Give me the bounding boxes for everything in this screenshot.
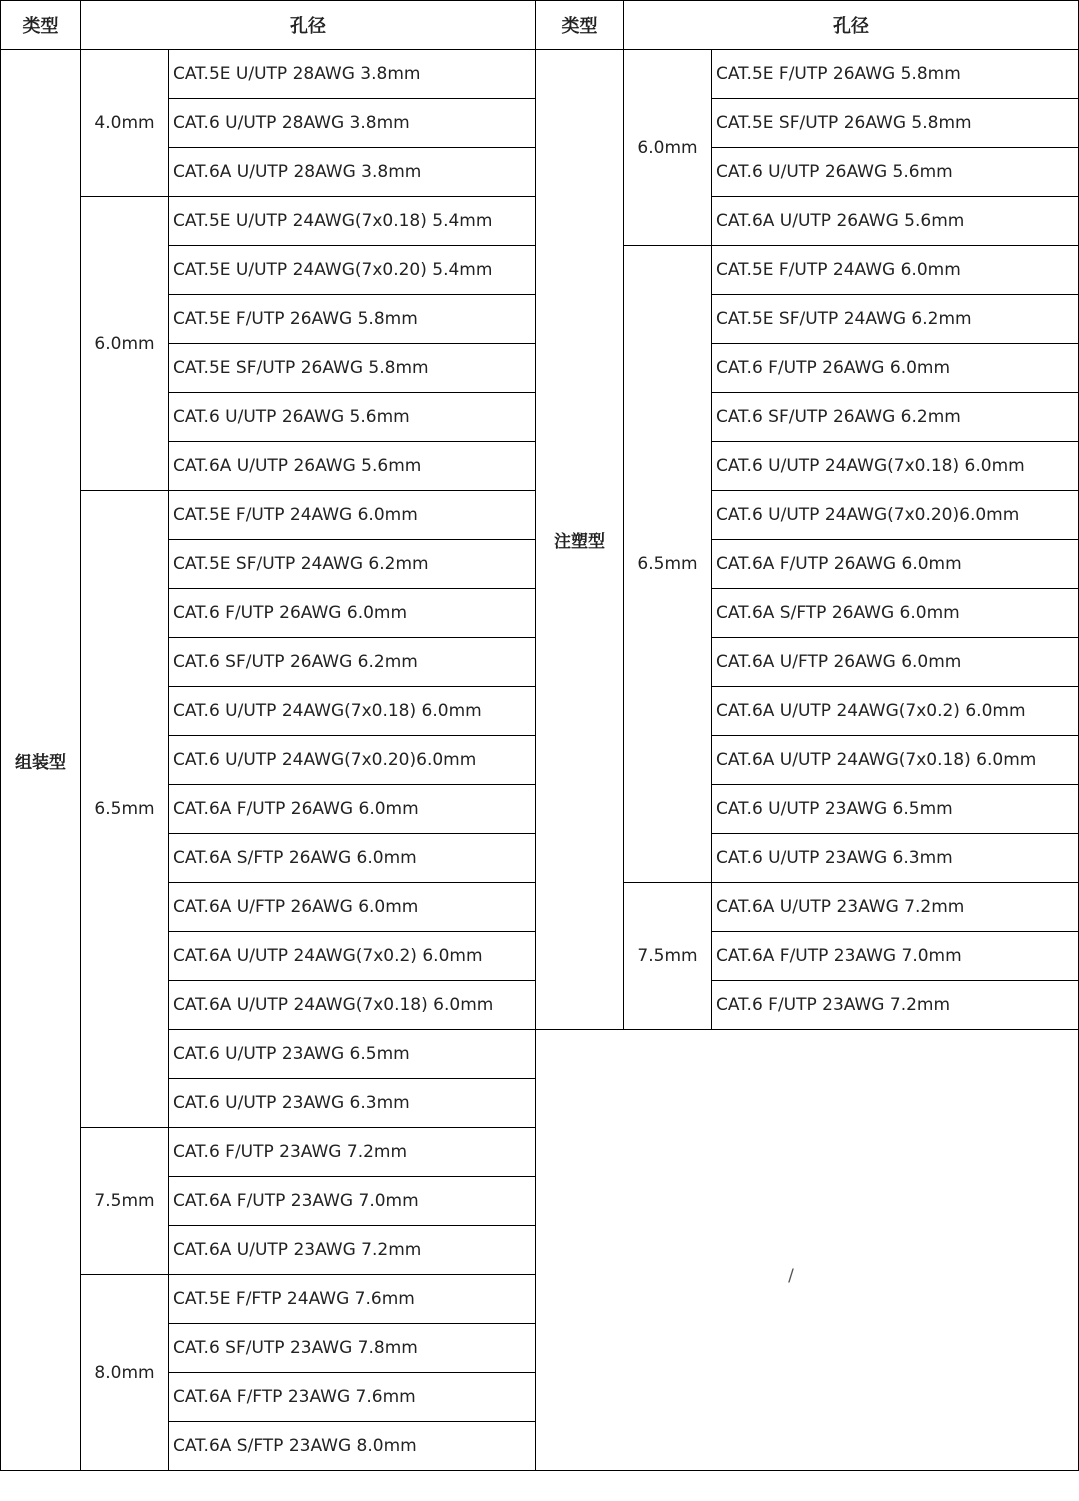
cable-spec: CAT.6 U/UTP 23AWG 6.5mm: [169, 1030, 536, 1079]
hole-cell: 7.5mm: [624, 883, 712, 1030]
header-row: [1, 1, 1079, 50]
cable-spec: CAT.5E U/UTP 24AWG(7x0.18) 5.4mm: [169, 197, 536, 246]
cable-spec: CAT.6 F/UTP 23AWG 7.2mm: [169, 1128, 536, 1177]
cable-spec: CAT.5E SF/UTP 26AWG 5.8mm: [169, 344, 536, 393]
type-cell-left: 组装型: [1, 50, 81, 1471]
cable-spec: CAT.6A S/FTP 26AWG 6.0mm: [169, 834, 536, 883]
cable-spec: CAT.5E SF/UTP 24AWG 6.2mm: [169, 540, 536, 589]
hole-cell: 6.5mm: [624, 246, 712, 883]
cable-spec: CAT.5E F/UTP 26AWG 5.8mm: [712, 50, 1079, 99]
hole-cell: 7.5mm: [81, 1128, 169, 1275]
cable-spec: CAT.6A U/FTP 26AWG 6.0mm: [712, 638, 1079, 687]
cable-spec: CAT.6 U/UTP 24AWG(7x0.20)6.0mm: [169, 736, 536, 785]
hole-header-left: 孔径: [81, 1, 536, 50]
cable-spec: CAT.6 U/UTP 26AWG 5.6mm: [169, 393, 536, 442]
cable-spec: CAT.6 U/UTP 24AWG(7x0.20)6.0mm: [712, 491, 1079, 540]
hole-cell: 8.0mm: [81, 1275, 169, 1471]
cable-spec: CAT.6A F/UTP 23AWG 7.0mm: [712, 932, 1079, 981]
cable-spec: CAT.6 U/UTP 23AWG 6.3mm: [169, 1079, 536, 1128]
cable-spec: CAT.5E F/UTP 24AWG 6.0mm: [169, 491, 536, 540]
hole-cell: 4.0mm: [81, 50, 169, 197]
cable-spec: CAT.6A U/UTP 24AWG(7x0.18) 6.0mm: [169, 981, 536, 1030]
cable-spec: CAT.6 F/UTP 26AWG 6.0mm: [712, 344, 1079, 393]
cable-spec: CAT.6 SF/UTP 26AWG 6.2mm: [169, 638, 536, 687]
cable-spec: CAT.5E F/UTP 26AWG 5.8mm: [169, 295, 536, 344]
type-header-right: 类型: [536, 1, 624, 50]
cable-spec: CAT.6A U/FTP 26AWG 6.0mm: [169, 883, 536, 932]
empty-mark: /: [788, 1266, 794, 1286]
cable-spec: CAT.6A U/UTP 26AWG 5.6mm: [169, 442, 536, 491]
empty-area: [536, 1030, 1079, 1471]
cable-spec: CAT.6A S/FTP 23AWG 8.0mm: [169, 1422, 536, 1471]
hole-cell: 6.0mm: [624, 50, 712, 246]
type-cell-right: 注塑型: [536, 50, 624, 1030]
hole-cell: 6.0mm: [81, 197, 169, 491]
cable-spec: CAT.6 F/UTP 26AWG 6.0mm: [169, 589, 536, 638]
cable-spec: CAT.6 SF/UTP 23AWG 7.8mm: [169, 1324, 536, 1373]
cable-spec: CAT.6A F/FTP 23AWG 7.6mm: [169, 1373, 536, 1422]
table-row: [1, 50, 1079, 99]
cable-spec: CAT.6A U/UTP 24AWG(7x0.18) 6.0mm: [712, 736, 1079, 785]
cable-spec: CAT.6A F/UTP 23AWG 7.0mm: [169, 1177, 536, 1226]
cable-spec: CAT.6A U/UTP 23AWG 7.2mm: [169, 1226, 536, 1275]
cable-spec: CAT.5E SF/UTP 26AWG 5.8mm: [712, 99, 1079, 148]
cable-spec: CAT.6A U/UTP 24AWG(7x0.2) 6.0mm: [169, 932, 536, 981]
cable-spec: CAT.5E SF/UTP 24AWG 6.2mm: [712, 295, 1079, 344]
cable-spec: CAT.6 SF/UTP 26AWG 6.2mm: [712, 393, 1079, 442]
hole-header-right: 孔径: [624, 1, 1079, 50]
cable-spec: CAT.6 U/UTP 24AWG(7x0.18) 6.0mm: [169, 687, 536, 736]
cable-spec: CAT.6 F/UTP 23AWG 7.2mm: [712, 981, 1079, 1030]
cable-spec: CAT.6A U/UTP 28AWG 3.8mm: [169, 148, 536, 197]
cable-spec: CAT.6A F/UTP 26AWG 6.0mm: [169, 785, 536, 834]
cable-spec: CAT.6 U/UTP 26AWG 5.6mm: [712, 148, 1079, 197]
cable-spec: CAT.6 U/UTP 23AWG 6.5mm: [712, 785, 1079, 834]
cable-spec: CAT.6A S/FTP 26AWG 6.0mm: [712, 589, 1079, 638]
cable-spec: CAT.5E U/UTP 24AWG(7x0.20) 5.4mm: [169, 246, 536, 295]
cable-spec: CAT.6 U/UTP 23AWG 6.3mm: [712, 834, 1079, 883]
cable-spec: CAT.6A U/UTP 23AWG 7.2mm: [712, 883, 1079, 932]
cable-spec: CAT.5E U/UTP 28AWG 3.8mm: [169, 50, 536, 99]
cable-spec: CAT.5E F/UTP 24AWG 6.0mm: [712, 246, 1079, 295]
cable-spec: CAT.6A U/UTP 24AWG(7x0.2) 6.0mm: [712, 687, 1079, 736]
cable-spec: CAT.6 U/UTP 24AWG(7x0.18) 6.0mm: [712, 442, 1079, 491]
hole-cell: 6.5mm: [81, 491, 169, 1128]
cable-spec: CAT.6A F/UTP 26AWG 6.0mm: [712, 540, 1079, 589]
type-header-left: 类型: [1, 1, 81, 50]
cable-spec: CAT.6 U/UTP 28AWG 3.8mm: [169, 99, 536, 148]
cable-spec: CAT.5E F/FTP 24AWG 7.6mm: [169, 1275, 536, 1324]
cable-spec: CAT.6A U/UTP 26AWG 5.6mm: [712, 197, 1079, 246]
